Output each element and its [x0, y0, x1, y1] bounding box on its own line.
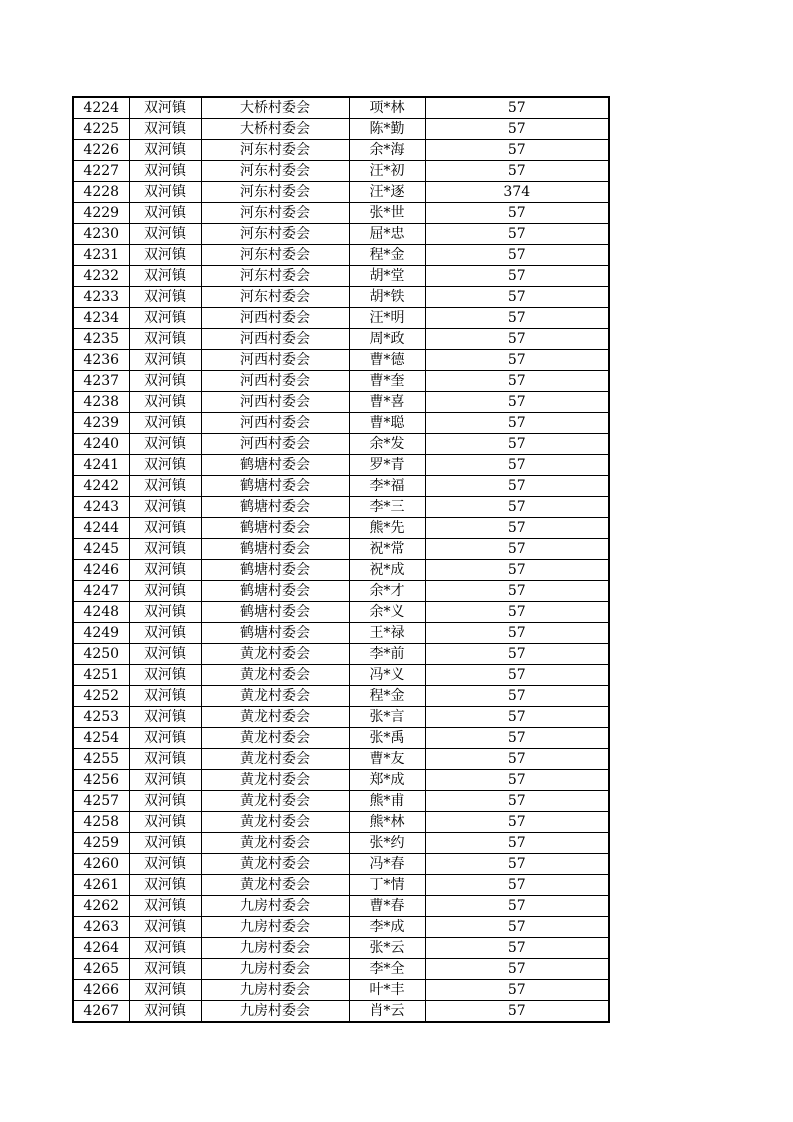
- name-cell: 余*发: [349, 434, 425, 455]
- town-cell: 双河镇: [129, 245, 201, 266]
- amount-cell: 57: [425, 665, 609, 686]
- amount-cell: 57: [425, 287, 609, 308]
- name-cell: 冯*义: [349, 665, 425, 686]
- town-cell: 双河镇: [129, 182, 201, 203]
- name-cell: 熊*先: [349, 518, 425, 539]
- village-committee-cell: 河西村委会: [201, 434, 349, 455]
- name-cell: 王*禄: [349, 623, 425, 644]
- village-committee-cell: 黄龙村委会: [201, 770, 349, 791]
- amount-cell: 57: [425, 266, 609, 287]
- town-cell: 双河镇: [129, 371, 201, 392]
- town-cell: 双河镇: [129, 938, 201, 959]
- table-row: [73, 812, 609, 833]
- amount-cell: 57: [425, 686, 609, 707]
- town-cell: 双河镇: [129, 602, 201, 623]
- name-cell: 曹*德: [349, 350, 425, 371]
- town-cell: 双河镇: [129, 812, 201, 833]
- town-cell: 双河镇: [129, 476, 201, 497]
- serial-number-cell: 4229: [73, 203, 129, 224]
- table-row: [73, 959, 609, 980]
- name-cell: 郑*成: [349, 770, 425, 791]
- serial-number-cell: 4236: [73, 350, 129, 371]
- town-cell: 双河镇: [129, 623, 201, 644]
- town-cell: 双河镇: [129, 329, 201, 350]
- name-cell: 熊*甫: [349, 791, 425, 812]
- serial-number-cell: 4252: [73, 686, 129, 707]
- amount-cell: 57: [425, 875, 609, 896]
- town-cell: 双河镇: [129, 791, 201, 812]
- table-row: [73, 434, 609, 455]
- serial-number-cell: 4231: [73, 245, 129, 266]
- village-committee-cell: 河西村委会: [201, 371, 349, 392]
- town-cell: 双河镇: [129, 224, 201, 245]
- amount-cell: 57: [425, 434, 609, 455]
- name-cell: 曹*奎: [349, 371, 425, 392]
- village-committee-cell: 黄龙村委会: [201, 686, 349, 707]
- town-cell: 双河镇: [129, 392, 201, 413]
- amount-cell: 57: [425, 392, 609, 413]
- table-row: [73, 917, 609, 938]
- amount-cell: 57: [425, 308, 609, 329]
- town-cell: 双河镇: [129, 707, 201, 728]
- serial-number-cell: 4225: [73, 119, 129, 140]
- town-cell: 双河镇: [129, 728, 201, 749]
- serial-number-cell: 4238: [73, 392, 129, 413]
- town-cell: 双河镇: [129, 1001, 201, 1023]
- town-cell: 双河镇: [129, 686, 201, 707]
- village-committee-cell: 鹤塘村委会: [201, 560, 349, 581]
- town-cell: 双河镇: [129, 119, 201, 140]
- amount-cell: 57: [425, 224, 609, 245]
- table-row: [73, 938, 609, 959]
- village-committee-cell: 鹤塘村委会: [201, 497, 349, 518]
- name-cell: 余*义: [349, 602, 425, 623]
- village-committee-cell: 河东村委会: [201, 161, 349, 182]
- serial-number-cell: 4254: [73, 728, 129, 749]
- town-cell: 双河镇: [129, 539, 201, 560]
- name-cell: 祝*常: [349, 539, 425, 560]
- village-committee-cell: 河东村委会: [201, 266, 349, 287]
- amount-cell: 57: [425, 812, 609, 833]
- village-committee-cell: 河东村委会: [201, 245, 349, 266]
- table-row: [73, 560, 609, 581]
- table-row: [73, 497, 609, 518]
- village-committee-cell: 大桥村委会: [201, 97, 349, 119]
- village-committee-cell: 河西村委会: [201, 350, 349, 371]
- village-committee-cell: 鹤塘村委会: [201, 476, 349, 497]
- town-cell: 双河镇: [129, 833, 201, 854]
- amount-cell: 57: [425, 97, 609, 119]
- village-committee-cell: 黄龙村委会: [201, 728, 349, 749]
- serial-number-cell: 4262: [73, 896, 129, 917]
- village-committee-cell: 黄龙村委会: [201, 644, 349, 665]
- village-committee-cell: 河西村委会: [201, 413, 349, 434]
- table-row: [73, 707, 609, 728]
- name-cell: 罗*青: [349, 455, 425, 476]
- subsidy-roster-table: [72, 96, 610, 1023]
- serial-number-cell: 4246: [73, 560, 129, 581]
- table-row: [73, 413, 609, 434]
- serial-number-cell: 4247: [73, 581, 129, 602]
- town-cell: 双河镇: [129, 203, 201, 224]
- table-row: [73, 896, 609, 917]
- table-row: [73, 686, 609, 707]
- serial-number-cell: 4241: [73, 455, 129, 476]
- name-cell: 李*福: [349, 476, 425, 497]
- name-cell: 屈*忠: [349, 224, 425, 245]
- village-committee-cell: 黄龙村委会: [201, 791, 349, 812]
- amount-cell: 57: [425, 959, 609, 980]
- table-row: [73, 329, 609, 350]
- table-row: [73, 119, 609, 140]
- town-cell: 双河镇: [129, 854, 201, 875]
- name-cell: 张*约: [349, 833, 425, 854]
- serial-number-cell: 4242: [73, 476, 129, 497]
- name-cell: 程*金: [349, 245, 425, 266]
- amount-cell: 374: [425, 182, 609, 203]
- table-row: [73, 665, 609, 686]
- amount-cell: 57: [425, 707, 609, 728]
- town-cell: 双河镇: [129, 917, 201, 938]
- town-cell: 双河镇: [129, 959, 201, 980]
- serial-number-cell: 4255: [73, 749, 129, 770]
- name-cell: 程*金: [349, 686, 425, 707]
- serial-number-cell: 4234: [73, 308, 129, 329]
- table-row: [73, 602, 609, 623]
- village-committee-cell: 鹤塘村委会: [201, 539, 349, 560]
- amount-cell: 57: [425, 539, 609, 560]
- amount-cell: 57: [425, 119, 609, 140]
- serial-number-cell: 4264: [73, 938, 129, 959]
- name-cell: 胡*铁: [349, 287, 425, 308]
- village-committee-cell: 河东村委会: [201, 203, 349, 224]
- serial-number-cell: 4266: [73, 980, 129, 1001]
- amount-cell: 57: [425, 749, 609, 770]
- table-row: [73, 539, 609, 560]
- table-row: [73, 644, 609, 665]
- name-cell: 李*前: [349, 644, 425, 665]
- amount-cell: 57: [425, 140, 609, 161]
- village-committee-cell: 鹤塘村委会: [201, 455, 349, 476]
- village-committee-cell: 黄龙村委会: [201, 854, 349, 875]
- amount-cell: 57: [425, 623, 609, 644]
- village-committee-cell: 河东村委会: [201, 182, 349, 203]
- name-cell: 汪*初: [349, 161, 425, 182]
- amount-cell: 57: [425, 938, 609, 959]
- town-cell: 双河镇: [129, 350, 201, 371]
- name-cell: 曹*春: [349, 896, 425, 917]
- amount-cell: 57: [425, 413, 609, 434]
- table-row: [73, 350, 609, 371]
- amount-cell: 57: [425, 896, 609, 917]
- town-cell: 双河镇: [129, 434, 201, 455]
- village-committee-cell: 九房村委会: [201, 980, 349, 1001]
- village-committee-cell: 鹤塘村委会: [201, 623, 349, 644]
- serial-number-cell: 4248: [73, 602, 129, 623]
- table-row: [73, 833, 609, 854]
- name-cell: 熊*林: [349, 812, 425, 833]
- name-cell: 叶*丰: [349, 980, 425, 1001]
- town-cell: 双河镇: [129, 287, 201, 308]
- town-cell: 双河镇: [129, 497, 201, 518]
- serial-number-cell: 4244: [73, 518, 129, 539]
- town-cell: 双河镇: [129, 749, 201, 770]
- name-cell: 项*林: [349, 97, 425, 119]
- table-row: [73, 518, 609, 539]
- table-row: [73, 1001, 609, 1023]
- town-cell: 双河镇: [129, 896, 201, 917]
- amount-cell: 57: [425, 518, 609, 539]
- name-cell: 周*政: [349, 329, 425, 350]
- name-cell: 肖*云: [349, 1001, 425, 1023]
- serial-number-cell: 4253: [73, 707, 129, 728]
- town-cell: 双河镇: [129, 665, 201, 686]
- village-committee-cell: 九房村委会: [201, 959, 349, 980]
- amount-cell: 57: [425, 770, 609, 791]
- village-committee-cell: 黄龙村委会: [201, 749, 349, 770]
- name-cell: 汪*逐: [349, 182, 425, 203]
- serial-number-cell: 4243: [73, 497, 129, 518]
- town-cell: 双河镇: [129, 518, 201, 539]
- serial-number-cell: 4227: [73, 161, 129, 182]
- name-cell: 张*言: [349, 707, 425, 728]
- amount-cell: 57: [425, 329, 609, 350]
- town-cell: 双河镇: [129, 581, 201, 602]
- town-cell: 双河镇: [129, 644, 201, 665]
- amount-cell: 57: [425, 497, 609, 518]
- town-cell: 双河镇: [129, 875, 201, 896]
- amount-cell: 57: [425, 245, 609, 266]
- serial-number-cell: 4245: [73, 539, 129, 560]
- table-row: [73, 581, 609, 602]
- name-cell: 余*才: [349, 581, 425, 602]
- serial-number-cell: 4237: [73, 371, 129, 392]
- table-row: [73, 203, 609, 224]
- town-cell: 双河镇: [129, 560, 201, 581]
- name-cell: 陈*勤: [349, 119, 425, 140]
- serial-number-cell: 4235: [73, 329, 129, 350]
- village-committee-cell: 黄龙村委会: [201, 875, 349, 896]
- amount-cell: 57: [425, 455, 609, 476]
- name-cell: 李*全: [349, 959, 425, 980]
- table-row: [73, 749, 609, 770]
- village-committee-cell: 黄龙村委会: [201, 707, 349, 728]
- table-row: [73, 770, 609, 791]
- village-committee-cell: 河东村委会: [201, 140, 349, 161]
- table-row: [73, 455, 609, 476]
- serial-number-cell: 4228: [73, 182, 129, 203]
- amount-cell: 57: [425, 476, 609, 497]
- table-row: [73, 791, 609, 812]
- serial-number-cell: 4251: [73, 665, 129, 686]
- name-cell: 张*云: [349, 938, 425, 959]
- roster-body: [73, 97, 609, 1022]
- table-row: [73, 245, 609, 266]
- serial-number-cell: 4265: [73, 959, 129, 980]
- town-cell: 双河镇: [129, 308, 201, 329]
- name-cell: 汪*明: [349, 308, 425, 329]
- table-row: [73, 161, 609, 182]
- table-row: [73, 371, 609, 392]
- amount-cell: 57: [425, 728, 609, 749]
- village-committee-cell: 九房村委会: [201, 938, 349, 959]
- table-row: [73, 980, 609, 1001]
- village-committee-cell: 九房村委会: [201, 917, 349, 938]
- serial-number-cell: 4250: [73, 644, 129, 665]
- name-cell: 祝*成: [349, 560, 425, 581]
- village-committee-cell: 黄龙村委会: [201, 812, 349, 833]
- serial-number-cell: 4263: [73, 917, 129, 938]
- serial-number-cell: 4240: [73, 434, 129, 455]
- amount-cell: 57: [425, 350, 609, 371]
- village-committee-cell: 河西村委会: [201, 308, 349, 329]
- town-cell: 双河镇: [129, 266, 201, 287]
- serial-number-cell: 4259: [73, 833, 129, 854]
- amount-cell: 57: [425, 1001, 609, 1023]
- town-cell: 双河镇: [129, 980, 201, 1001]
- table-row: [73, 182, 609, 203]
- amount-cell: 57: [425, 203, 609, 224]
- amount-cell: 57: [425, 371, 609, 392]
- table-row: [73, 623, 609, 644]
- town-cell: 双河镇: [129, 455, 201, 476]
- serial-number-cell: 4232: [73, 266, 129, 287]
- amount-cell: 57: [425, 854, 609, 875]
- name-cell: 张*禹: [349, 728, 425, 749]
- name-cell: 胡*堂: [349, 266, 425, 287]
- name-cell: 冯*春: [349, 854, 425, 875]
- amount-cell: 57: [425, 917, 609, 938]
- amount-cell: 57: [425, 833, 609, 854]
- serial-number-cell: 4257: [73, 791, 129, 812]
- village-committee-cell: 九房村委会: [201, 1001, 349, 1023]
- table-row: [73, 854, 609, 875]
- amount-cell: 57: [425, 602, 609, 623]
- name-cell: 曹*聪: [349, 413, 425, 434]
- name-cell: 曹*喜: [349, 392, 425, 413]
- name-cell: 李*三: [349, 497, 425, 518]
- amount-cell: 57: [425, 161, 609, 182]
- amount-cell: 57: [425, 560, 609, 581]
- amount-cell: 57: [425, 581, 609, 602]
- village-committee-cell: 黄龙村委会: [201, 665, 349, 686]
- town-cell: 双河镇: [129, 97, 201, 119]
- village-committee-cell: 鹤塘村委会: [201, 602, 349, 623]
- village-committee-cell: 河西村委会: [201, 392, 349, 413]
- serial-number-cell: 4224: [73, 97, 129, 119]
- serial-number-cell: 4239: [73, 413, 129, 434]
- name-cell: 张*世: [349, 203, 425, 224]
- town-cell: 双河镇: [129, 140, 201, 161]
- village-committee-cell: 鹤塘村委会: [201, 581, 349, 602]
- table-row: [73, 97, 609, 119]
- table-row: [73, 392, 609, 413]
- serial-number-cell: 4258: [73, 812, 129, 833]
- name-cell: 余*海: [349, 140, 425, 161]
- serial-number-cell: 4256: [73, 770, 129, 791]
- serial-number-cell: 4261: [73, 875, 129, 896]
- village-committee-cell: 河东村委会: [201, 287, 349, 308]
- name-cell: 李*成: [349, 917, 425, 938]
- serial-number-cell: 4230: [73, 224, 129, 245]
- serial-number-cell: 4226: [73, 140, 129, 161]
- serial-number-cell: 4233: [73, 287, 129, 308]
- village-committee-cell: 鹤塘村委会: [201, 518, 349, 539]
- town-cell: 双河镇: [129, 161, 201, 182]
- serial-number-cell: 4249: [73, 623, 129, 644]
- village-committee-cell: 黄龙村委会: [201, 833, 349, 854]
- table-row: [73, 287, 609, 308]
- table-row: [73, 224, 609, 245]
- table-row: [73, 140, 609, 161]
- village-committee-cell: 河西村委会: [201, 329, 349, 350]
- town-cell: 双河镇: [129, 413, 201, 434]
- name-cell: 曹*友: [349, 749, 425, 770]
- table-row: [73, 476, 609, 497]
- name-cell: 丁*情: [349, 875, 425, 896]
- village-committee-cell: 河东村委会: [201, 224, 349, 245]
- town-cell: 双河镇: [129, 770, 201, 791]
- table-row: [73, 308, 609, 329]
- serial-number-cell: 4260: [73, 854, 129, 875]
- village-committee-cell: 九房村委会: [201, 896, 349, 917]
- amount-cell: 57: [425, 980, 609, 1001]
- amount-cell: 57: [425, 644, 609, 665]
- serial-number-cell: 4267: [73, 1001, 129, 1023]
- table-row: [73, 875, 609, 896]
- table-row: [73, 266, 609, 287]
- table-row: [73, 728, 609, 749]
- village-committee-cell: 大桥村委会: [201, 119, 349, 140]
- amount-cell: 57: [425, 791, 609, 812]
